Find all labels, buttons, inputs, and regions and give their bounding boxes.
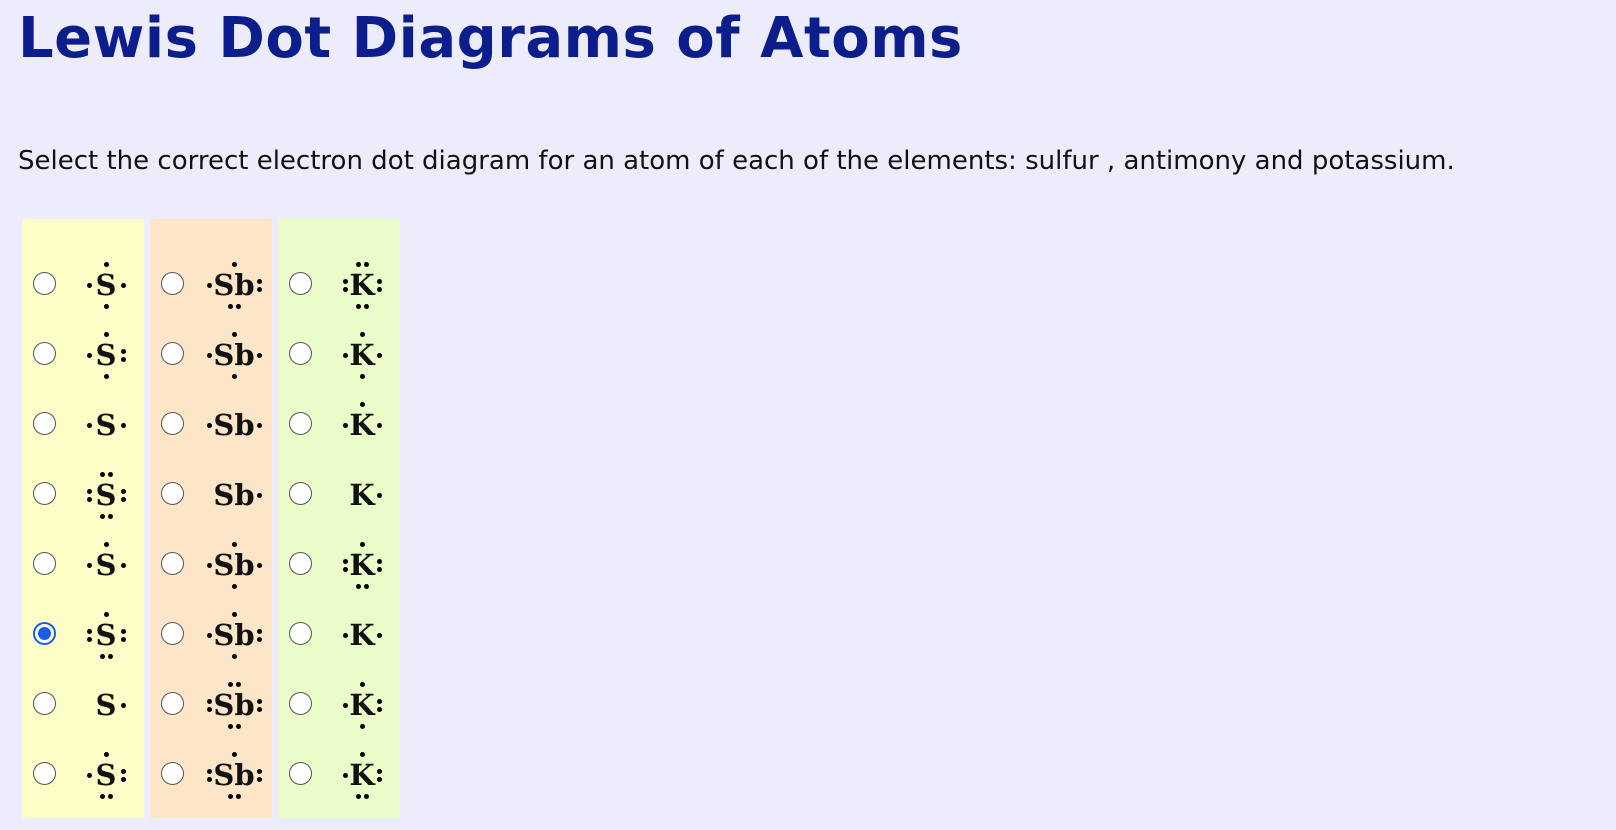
- electron-dot: [343, 773, 348, 778]
- sulfur-option-5[interactable]: [22, 531, 144, 601]
- potassium-lewis-diagram: [324, 671, 400, 741]
- electron-dot: [104, 374, 109, 379]
- element-symbol: Sb: [213, 268, 255, 302]
- electron-dot: [121, 283, 126, 288]
- potassium-radio-6[interactable]: [289, 622, 312, 645]
- electron-dot: [104, 332, 109, 337]
- electron-dot: [343, 423, 348, 428]
- sulfur-option-4[interactable]: [22, 461, 144, 531]
- element-symbol: S: [95, 618, 117, 652]
- sulfur-lewis-diagram: [68, 531, 144, 601]
- electron-dot: [207, 699, 212, 704]
- electron-dot: [228, 304, 233, 309]
- potassium-radio-7[interactable]: [289, 692, 312, 715]
- electron-dot: [377, 567, 382, 572]
- electron-dot: [364, 584, 369, 589]
- sulfur-options-column: [22, 219, 144, 818]
- antimony-lewis-diagram: [196, 461, 272, 531]
- electron-dot: [121, 357, 126, 362]
- electron-dot: [360, 374, 365, 379]
- electron-dot: [343, 567, 348, 572]
- antimony-option-7[interactable]: [150, 671, 272, 741]
- electron-dot: [377, 279, 382, 284]
- electron-dot: [121, 629, 126, 634]
- electron-dot: [207, 633, 212, 638]
- electron-dot: [228, 682, 233, 687]
- electron-dot: [121, 769, 126, 774]
- electron-dot: [228, 724, 233, 729]
- element-symbol: S: [95, 338, 117, 372]
- electron-dot: [257, 353, 262, 358]
- sulfur-radio-7[interactable]: [33, 692, 56, 715]
- antimony-options-column: [150, 219, 272, 818]
- electron-dot: [228, 794, 233, 799]
- electron-dot: [257, 629, 262, 634]
- potassium-option-8[interactable]: [278, 741, 400, 811]
- sulfur-lewis-diagram: [68, 741, 144, 811]
- sulfur-option-7[interactable]: [22, 671, 144, 741]
- potassium-lewis-diagram: [324, 391, 400, 461]
- sulfur-lewis-diagram: [68, 251, 144, 321]
- electron-dot: [257, 423, 262, 428]
- electron-dot: [87, 497, 92, 502]
- element-symbol: S: [95, 268, 117, 302]
- antimony-option-2[interactable]: [150, 321, 272, 391]
- electron-dot: [207, 777, 212, 782]
- antimony-radio-5[interactable]: [161, 552, 184, 575]
- antimony-option-6[interactable]: [150, 601, 272, 671]
- electron-dot: [257, 493, 262, 498]
- electron-dot: [104, 262, 109, 267]
- element-symbol: K: [349, 268, 375, 302]
- sulfur-lewis-diagram: [68, 671, 144, 741]
- sulfur-radio-6[interactable]: [33, 622, 56, 645]
- potassium-radio-5[interactable]: [289, 552, 312, 575]
- electron-dot: [232, 654, 237, 659]
- electron-dot: [232, 542, 237, 547]
- antimony-radio-8[interactable]: [161, 762, 184, 785]
- electron-dot: [232, 374, 237, 379]
- electron-dot: [104, 752, 109, 757]
- antimony-option-3[interactable]: [150, 391, 272, 461]
- electron-dot: [87, 773, 92, 778]
- electron-dot: [257, 637, 262, 642]
- potassium-option-7[interactable]: [278, 671, 400, 741]
- electron-dot: [377, 777, 382, 782]
- answer-columns: [22, 219, 400, 818]
- potassium-lewis-diagram: [324, 531, 400, 601]
- electron-dot: [377, 353, 382, 358]
- electron-dot: [121, 637, 126, 642]
- element-symbol: S: [95, 478, 117, 512]
- potassium-radio-2[interactable]: [289, 342, 312, 365]
- electron-dot: [100, 654, 105, 659]
- electron-dot: [360, 752, 365, 757]
- electron-dot: [108, 472, 113, 477]
- sulfur-radio-5[interactable]: [33, 552, 56, 575]
- element-symbol: K: [349, 758, 375, 792]
- element-symbol: K: [349, 408, 375, 442]
- electron-dot: [257, 699, 262, 704]
- sulfur-lewis-diagram: [68, 601, 144, 671]
- element-symbol: S: [95, 688, 117, 722]
- element-symbol: Sb: [213, 688, 255, 722]
- potassium-option-2[interactable]: [278, 321, 400, 391]
- electron-dot: [257, 777, 262, 782]
- electron-dot: [377, 769, 382, 774]
- electron-dot: [232, 332, 237, 337]
- sulfur-option-8[interactable]: [22, 741, 144, 811]
- electron-dot: [100, 472, 105, 477]
- element-symbol: Sb: [213, 548, 255, 582]
- sulfur-option-6[interactable]: [22, 601, 144, 671]
- electron-dot: [356, 584, 361, 589]
- element-symbol: K: [349, 478, 375, 512]
- sulfur-radio-2[interactable]: [33, 342, 56, 365]
- electron-dot: [377, 493, 382, 498]
- electron-dot: [356, 304, 361, 309]
- electron-dot: [104, 542, 109, 547]
- electron-dot: [356, 262, 361, 267]
- electron-dot: [87, 353, 92, 358]
- electron-dot: [207, 283, 212, 288]
- electron-dot: [343, 633, 348, 638]
- electron-dot: [232, 584, 237, 589]
- electron-dot: [207, 563, 212, 568]
- element-symbol: K: [349, 688, 375, 722]
- electron-dot: [108, 654, 113, 659]
- potassium-option-3[interactable]: [278, 391, 400, 461]
- electron-dot: [257, 279, 262, 284]
- electron-dot: [232, 752, 237, 757]
- electron-dot: [360, 402, 365, 407]
- electron-dot: [343, 287, 348, 292]
- element-symbol: Sb: [213, 618, 255, 652]
- electron-dot: [257, 563, 262, 568]
- electron-dot: [257, 707, 262, 712]
- electron-dot: [87, 283, 92, 288]
- electron-dot: [364, 304, 369, 309]
- potassium-lewis-diagram: [324, 601, 400, 671]
- electron-dot: [236, 724, 241, 729]
- potassium-radio-8[interactable]: [289, 762, 312, 785]
- element-symbol: S: [95, 408, 117, 442]
- sulfur-lewis-diagram: [68, 461, 144, 531]
- antimony-lewis-diagram: [196, 321, 272, 391]
- page-title: Lewis Dot Diagrams of Atoms: [18, 6, 963, 71]
- sulfur-lewis-diagram: [68, 391, 144, 461]
- electron-dot: [87, 637, 92, 642]
- element-symbol: K: [349, 548, 375, 582]
- electron-dot: [377, 633, 382, 638]
- electron-dot: [360, 682, 365, 687]
- question-prompt: Select the correct electron dot diagram for an atom of each of the elements: sulfur , antimony and potassium.: [18, 146, 1455, 176]
- electron-dot: [100, 794, 105, 799]
- electron-dot: [364, 262, 369, 267]
- electron-dot: [343, 353, 348, 358]
- electron-dot: [87, 423, 92, 428]
- sulfur-option-3[interactable]: [22, 391, 144, 461]
- electron-dot: [121, 497, 126, 502]
- electron-dot: [121, 563, 126, 568]
- electron-dot: [121, 703, 126, 708]
- electron-dot: [360, 724, 365, 729]
- antimony-radio-3[interactable]: [161, 412, 184, 435]
- sulfur-radio-4[interactable]: [33, 482, 56, 505]
- electron-dot: [236, 304, 241, 309]
- element-symbol: Sb: [213, 478, 255, 512]
- electron-dot: [207, 707, 212, 712]
- electron-dot: [236, 682, 241, 687]
- electron-dot: [207, 769, 212, 774]
- antimony-lewis-diagram: [196, 671, 272, 741]
- electron-dot: [207, 353, 212, 358]
- sulfur-option-1[interactable]: [22, 251, 144, 321]
- potassium-options-column: [278, 219, 400, 818]
- sulfur-lewis-diagram: [68, 321, 144, 391]
- antimony-option-4[interactable]: [150, 461, 272, 531]
- antimony-option-1[interactable]: [150, 251, 272, 321]
- antimony-radio-7[interactable]: [161, 692, 184, 715]
- antimony-lewis-diagram: [196, 531, 272, 601]
- antimony-lewis-diagram: [196, 741, 272, 811]
- antimony-radio-4[interactable]: [161, 482, 184, 505]
- potassium-lewis-diagram: [324, 741, 400, 811]
- antimony-radio-1[interactable]: [161, 272, 184, 295]
- sulfur-option-2[interactable]: [22, 321, 144, 391]
- electron-dot: [343, 559, 348, 564]
- potassium-option-4[interactable]: [278, 461, 400, 531]
- electron-dot: [360, 542, 365, 547]
- antimony-radio-2[interactable]: [161, 342, 184, 365]
- element-symbol: Sb: [213, 758, 255, 792]
- element-symbol: S: [95, 548, 117, 582]
- electron-dot: [121, 489, 126, 494]
- electron-dot: [377, 699, 382, 704]
- potassium-option-5[interactable]: [278, 531, 400, 601]
- potassium-lewis-diagram: [324, 251, 400, 321]
- antimony-option-8[interactable]: [150, 741, 272, 811]
- potassium-radio-4[interactable]: [289, 482, 312, 505]
- electron-dot: [356, 794, 361, 799]
- element-symbol: Sb: [213, 408, 255, 442]
- sulfur-radio-1[interactable]: [33, 272, 56, 295]
- potassium-radio-1[interactable]: [289, 272, 312, 295]
- electron-dot: [108, 794, 113, 799]
- electron-dot: [257, 287, 262, 292]
- electron-dot: [104, 304, 109, 309]
- antimony-lewis-diagram: [196, 391, 272, 461]
- electron-dot: [377, 707, 382, 712]
- potassium-radio-3[interactable]: [289, 412, 312, 435]
- sulfur-radio-3[interactable]: [33, 412, 56, 435]
- electron-dot: [104, 612, 109, 617]
- antimony-lewis-diagram: [196, 601, 272, 671]
- electron-dot: [207, 423, 212, 428]
- electron-dot: [87, 489, 92, 494]
- electron-dot: [257, 769, 262, 774]
- element-symbol: S: [95, 758, 117, 792]
- element-symbol: K: [349, 338, 375, 372]
- electron-dot: [360, 332, 365, 337]
- electron-dot: [377, 559, 382, 564]
- element-symbol: Sb: [213, 338, 255, 372]
- electron-dot: [87, 563, 92, 568]
- potassium-option-1[interactable]: [278, 251, 400, 321]
- electron-dot: [377, 423, 382, 428]
- element-symbol: K: [349, 618, 375, 652]
- electron-dot: [121, 777, 126, 782]
- potassium-lewis-diagram: [324, 321, 400, 391]
- electron-dot: [364, 794, 369, 799]
- potassium-lewis-diagram: [324, 461, 400, 531]
- electron-dot: [100, 514, 105, 519]
- antimony-lewis-diagram: [196, 251, 272, 321]
- electron-dot: [343, 279, 348, 284]
- electron-dot: [108, 514, 113, 519]
- electron-dot: [232, 262, 237, 267]
- sulfur-radio-8[interactable]: [33, 762, 56, 785]
- antimony-radio-6[interactable]: [161, 622, 184, 645]
- electron-dot: [232, 612, 237, 617]
- electron-dot: [87, 629, 92, 634]
- electron-dot: [343, 703, 348, 708]
- potassium-option-6[interactable]: [278, 601, 400, 671]
- electron-dot: [236, 794, 241, 799]
- electron-dot: [121, 349, 126, 354]
- electron-dot: [121, 423, 126, 428]
- antimony-option-5[interactable]: [150, 531, 272, 601]
- electron-dot: [377, 287, 382, 292]
